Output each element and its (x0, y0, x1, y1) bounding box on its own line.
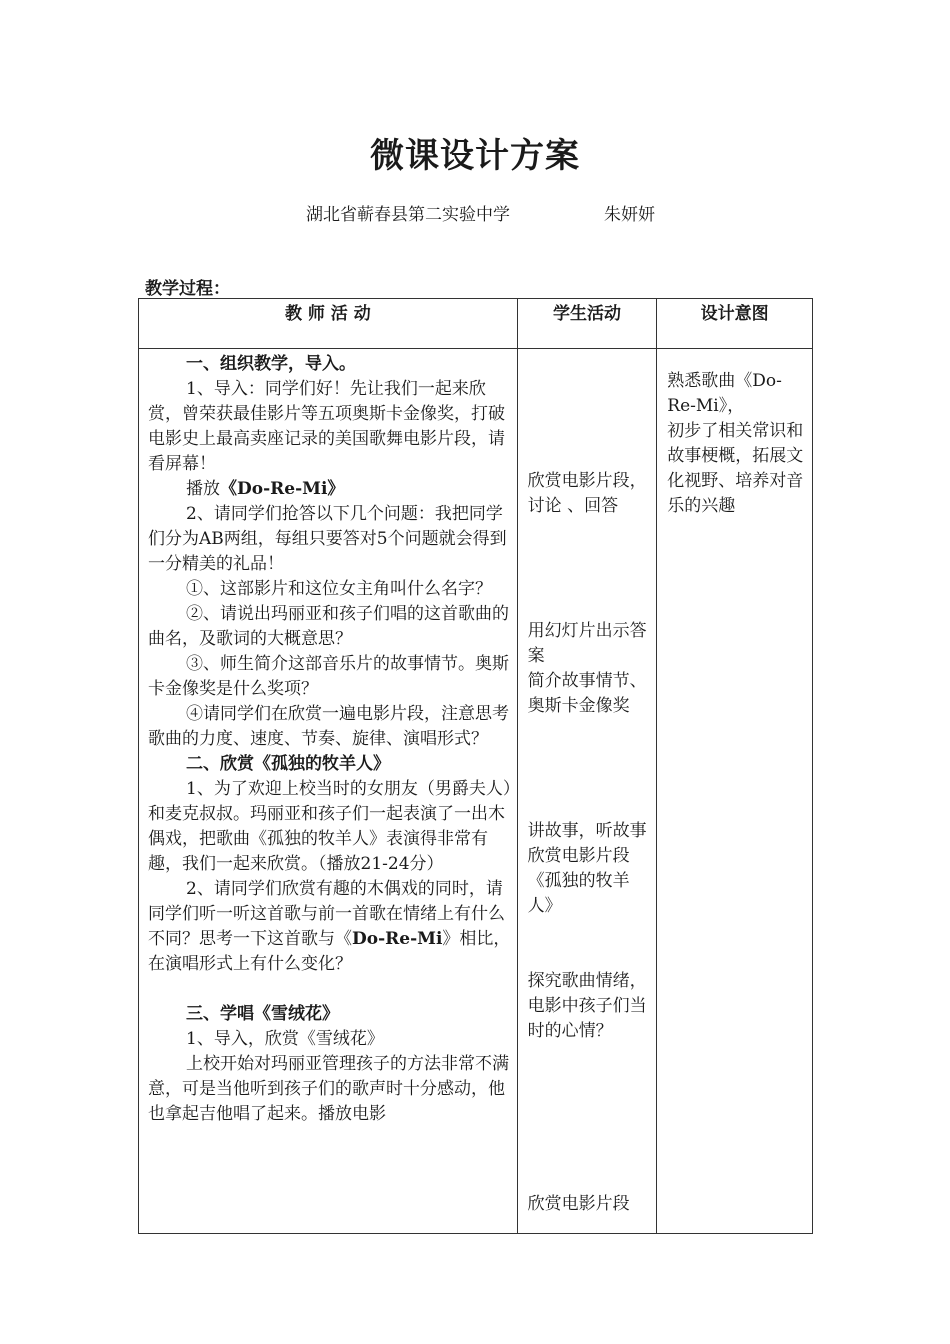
design-intent-cell (657, 349, 813, 1234)
teacher-heading-3: 三、学唱《雪绒花》 (186, 1004, 339, 1024)
header-teacher-activity: 教 师 活 动 (139, 299, 518, 349)
table-body-row (139, 349, 813, 1234)
teacher-question: ①、这部影片和这位女主角叫什么名字？ (186, 579, 492, 599)
student-activity-item: 欣赏电影片段 (527, 1194, 630, 1214)
design-intent-text: 熟悉歌曲《Do-Re-Mi》， 初步了相关常识和故事梗概，拓展文化视野、培养对音乐的兴趣 (667, 371, 804, 516)
teacher-para: 1、导入，欣赏《雪绒花》 (186, 1029, 384, 1049)
teacher-question: ④请同学们在欣赏一遍电影片段，注意思考歌曲的力度、速度、节奏、旋律、演唱形式？ (148, 704, 509, 749)
teacher-para: 上校开始对玛丽亚管理孩子的方法非常不满意，可是当他听到孩子们的歌声时十分感动，他也拿起吉他唱了起来。播放电影 (148, 1054, 509, 1124)
teacher-heading-2: 二、欣赏《孤独的牧羊人》 (186, 754, 390, 774)
author-name: 朱妍妍 (604, 205, 655, 225)
student-activity-item: 用幻灯片出示答案 简介故事情节、奥斯卡金像奖 (527, 621, 647, 716)
student-activity-item: 欣赏电影片段， 讨论 、回答 (527, 471, 647, 516)
teacher-question: ③、师生简介这部音乐片的故事情节。奥斯卡金像奖是什么奖项？ (148, 654, 509, 699)
teacher-para: 2、请同学们抢答以下几个问题：我把同学们分为AB两组，每组只要答对5个问题就会得到一分精美的礼品！ (148, 504, 507, 574)
lesson-plan-table (138, 298, 813, 1234)
teacher-activity-cell (139, 349, 518, 1234)
teacher-para: 1、导入：同学们好！先让我们一起来欣赏，曾荣获最佳影片等五项奥斯卡金像奖，打破电影史上最高卖座记录的美国歌舞电影片段，请看屏幕！ (148, 379, 505, 474)
section-label: 教学过程： (145, 279, 230, 299)
teacher-heading-1: 一、组织教学，导入。 (186, 354, 356, 374)
table-header-row (139, 299, 813, 349)
teacher-para: 2、请同学们欣赏有趣的木偶戏的同时，请同学们听一听这首歌与前一首歌在情绪上有什么不同？思考一下这首歌与《Do-Re-Mi》相比，在演唱形式上有什么变化？ (148, 879, 511, 974)
teacher-question: ②、请说出玛丽亚和孩子们唱的这首歌曲的曲名，及歌词的大概意思？ (148, 604, 509, 649)
school-name: 湖北省蕲春县第二实验中学 (306, 205, 510, 225)
header-design-intent: 设计意图 (657, 299, 813, 349)
header-student-activity: 学生活动 (517, 299, 657, 349)
teacher-para: 播放《Do-Re-Mi》 (186, 479, 345, 499)
document-title: 微课设计方案 (370, 136, 580, 176)
student-activity-item: 探究歌曲情绪，电影中孩子们当时的心情？ (527, 971, 647, 1041)
student-activity-item: 讲故事，听故事 欣赏电影片段《孤独的牧羊人》 (527, 821, 647, 916)
teacher-para: 1、为了欢迎上校当时的女朋友（男爵夫人）和麦克叔叔。玛丽亚和孩子们一起表演了一出木偶戏，把歌曲《孤独的牧羊人》表演得非常有趣，我们一起来欣赏。（播放21-24分） (148, 779, 512, 874)
student-activity-cell (517, 349, 657, 1234)
